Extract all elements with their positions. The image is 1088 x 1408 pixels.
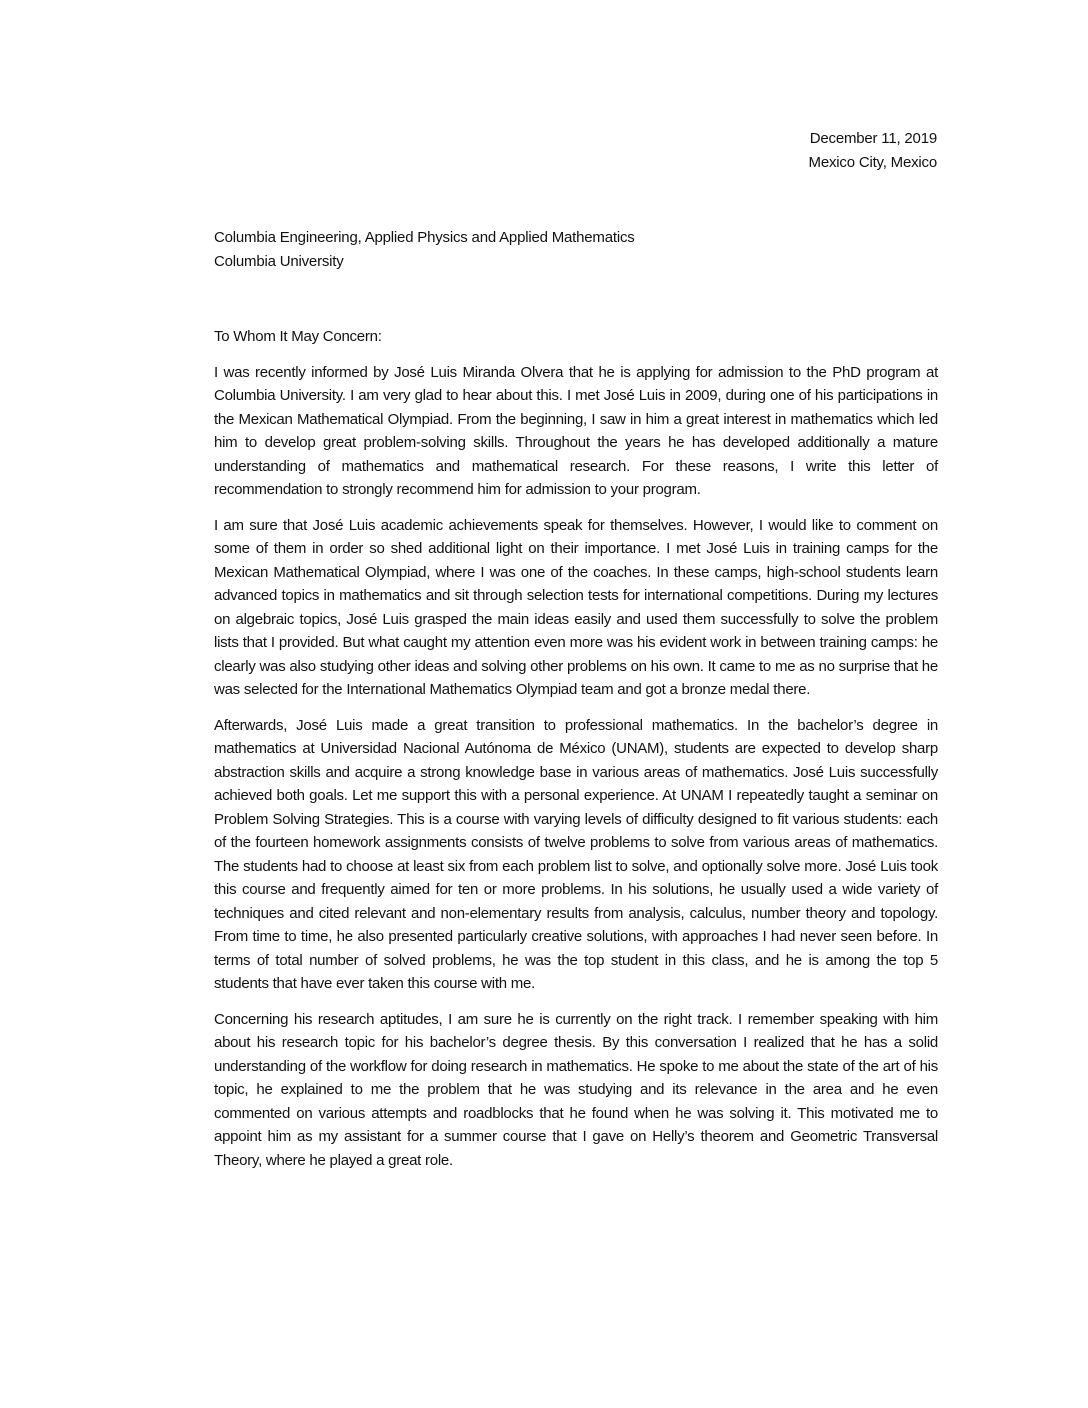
letter-body bbox=[214, 325, 938, 1184]
salutation: To Whom It May Concern: bbox=[214, 328, 382, 345]
paragraph-intro: I was recently informed by José Luis Miranda Olvera that he is applying for admission to the PhD program at Columbia University. I am very glad to hear about this. I met José Luis in 2009, during one of his participations in the Mexican Mathematical Olympiad. From the beginning, I saw in him a great interest in mathematics which led him to develop great problem-solving skills. Throughout the years he has developed additionally a mature understanding of mathematics and mathematical research. For these reasons, I write this letter of recommendation to strongly recommend him for admission to your program. bbox=[214, 363, 938, 498]
letter-date: December 11, 2019 bbox=[809, 130, 937, 147]
paragraph-research: Concerning his research aptitudes, I am sure he is currently on the right track. I remember speaking with him about his research topic for his bachelor’s degree thesis. By this conversation I realized that he has a solid understanding of the workflow for doing research in mathematics. He spoke to me about the state of the art of his topic, he explained to me the problem that he was studying and its relevance in the area and he even commented on various attempts and roadblocks that he found when he was solving it. This motivated me to appoint him as my assistant for a summer course that I gave on Helly’s theorem and Geometric Transversal Theory, where he played a great role. bbox=[214, 1010, 938, 1169]
recipient-institution: Columbia University bbox=[214, 252, 344, 270]
date-place-block bbox=[809, 127, 937, 174]
paragraph-olympiad: I am sure that José Luis academic achievements speak for themselves. However, I would like to comment on some of them in order so shed additional light on their importance. I met José Luis in training camps for the Mexican Mathematical Olympiad, where I was one of the coaches. In these camps, high-school students learn advanced topics in mathematics and sit through selection tests for international competitions. During my lectures on algebraic topics, José Luis grasped the main ideas easily and used them successfully to solve the problem lists that I provided. But what caught my attention even more was his evident work in between training camps: he clearly was also studying other ideas and solving other problems on his own. It came to me as no surprise that he was selected for the International Mathematics Olympiad team and got a bronze medal there. bbox=[214, 516, 938, 698]
recipient-department: Columbia Engineering, Applied Physics and Applied Mathematics bbox=[214, 229, 635, 246]
letter-place: Mexico City, Mexico bbox=[808, 153, 937, 171]
paragraph-unam: Afterwards, José Luis made a great transition to professional mathematics. In the bachelor’s degree in mathematics at Universidad Nacional Autónoma de México (UNAM), students are expected to develop sharp abstraction skills and acquire a strong knowledge base in various areas of mathematics. José Luis successfully achieved both goals. Let me support this with a personal experience. At UNAM I repeatedly taught a seminar on Problem Solving Strategies. This is a course with varying levels of difficulty designed to fit various students: each of the fourteen homework assignments consists of twelve problems to solve from various areas of mathematics. The students had to choose at least six from each problem list to solve, and optionally solve more. José Luis took this course and frequently aimed for ten or more problems. In his solutions, he usually used a wide variety of techniques and cited relevant and non-elementary results from analysis, calculus, number theory and topology. From time to time, he also presented particularly creative solutions, with approaches I had never seen before. In terms of total number of solved problems, he was the top student in this class, and he is among the top 5 students that have ever taken this course with me. bbox=[214, 716, 938, 992]
recipient-address bbox=[214, 226, 635, 273]
